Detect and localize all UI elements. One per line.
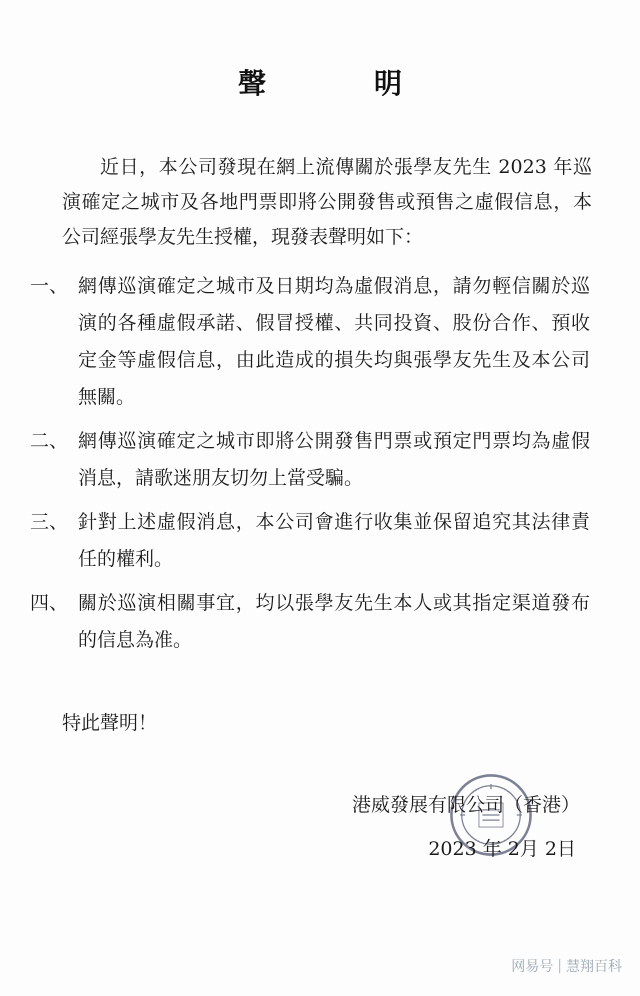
item-number: 四、 bbox=[30, 592, 69, 614]
item-text: 網傳巡演確定之城市及日期均為虛假消息，請勿輕信關於巡演的各種虛假承諾、假冒授權、共同投資、股份合作、預收定金等虛假信息，由此造成的損失均與張學友先生及本公司無關。 bbox=[78, 275, 590, 408]
statement-item bbox=[30, 423, 590, 497]
company-signature: 港威發展有限公司（香港） bbox=[351, 794, 580, 816]
intro-paragraph: 近日，本公司發現在網上流傳關於張學友先生 2023 年巡演確定之城市及各地門票即將公開發售或預售之虛假信息，本公司經張學友先生授權，現發表聲明如下： bbox=[62, 156, 592, 248]
statement-item bbox=[30, 268, 590, 416]
closing-line: 特此聲明！ bbox=[62, 712, 158, 734]
item-text: 針對上述虛假消息，本公司會進行收集並保留追究其法律責任的權利。 bbox=[78, 511, 590, 570]
statement-list bbox=[30, 268, 590, 666]
item-number: 一、 bbox=[30, 275, 69, 297]
watermark-source: 网易号 bbox=[511, 959, 554, 975]
item-text: 關於巡演相關事宜，均以張學友先生本人或其指定渠道發布的信息為准。 bbox=[78, 592, 590, 651]
source-watermark bbox=[511, 956, 622, 976]
item-number: 二、 bbox=[30, 430, 69, 452]
item-number: 三、 bbox=[30, 511, 69, 533]
watermark-separator: | bbox=[557, 958, 562, 974]
statement-date: 2023 年 2月 2日 bbox=[428, 838, 576, 860]
statement-item bbox=[30, 585, 590, 659]
statement-item bbox=[30, 504, 590, 578]
item-text: 網傳巡演確定之城市即將公開發售門票或預定門票均為虛假消息，請歌迷朋友切勿上當受騙。 bbox=[78, 430, 590, 489]
document-title: 聲 明 bbox=[237, 67, 442, 100]
watermark-author: 慧翔百科 bbox=[566, 959, 622, 975]
